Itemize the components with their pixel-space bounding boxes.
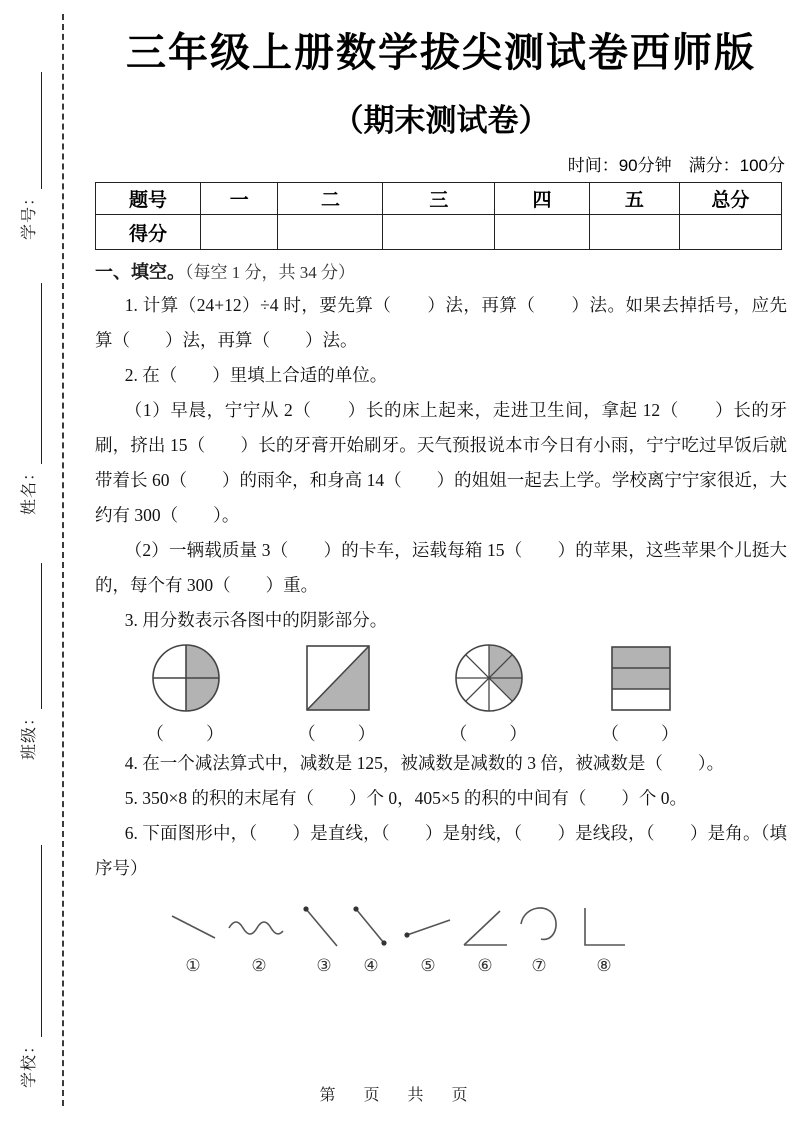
section-one-heading — [95, 257, 787, 288]
fill-in-line — [20, 563, 42, 709]
score-empty-cell — [495, 215, 590, 250]
section-one-title: 一、填空。 — [95, 262, 185, 282]
score-empty-cell — [200, 215, 278, 250]
main-content — [95, 0, 787, 983]
score-table-cell: 三 — [383, 183, 495, 215]
line-figure-right-angle — [585, 908, 625, 945]
line-figure-segment — [353, 906, 386, 945]
answer-blank: （ ） — [449, 724, 530, 744]
seal-field-class — [16, 563, 42, 760]
fraction-figure-circle-eighths — [443, 642, 535, 746]
question-4: 4. 在一个减法算式中，减数是 125，被减数是减数的 3 倍，被减数是（ ）。 — [124, 753, 725, 773]
figure-number-2: ② — [251, 956, 267, 976]
seal-label-school: 学校： — [21, 1036, 38, 1088]
line-figure-curve-hook — [521, 908, 556, 939]
page-subtitle: （期末测试卷） — [332, 103, 550, 138]
seal-label-name: 姓名： — [21, 463, 38, 515]
score-table-cell: 四 — [495, 183, 590, 215]
fill-in-line — [20, 845, 42, 1037]
score-table-cell: 题号 — [96, 183, 201, 215]
square-diagonal-lower-right-shaded — [300, 642, 376, 714]
figure-number-6: ⑥ — [477, 956, 493, 976]
seal-field-school — [16, 845, 42, 1088]
answer-blank: （ ） — [146, 724, 226, 744]
score-table-header-row — [96, 183, 782, 215]
question-5: 5. 350×8 的积的末尾有（ ）个 0，405×5 的积的中间有（ ）个 0。 — [124, 788, 687, 808]
question-2: 2. 在（ ）里填上合适的单位。 — [124, 365, 388, 385]
line-figures-row — [167, 896, 787, 983]
line-figure-ray-down — [303, 906, 337, 946]
square-thirds-top-two-shaded — [603, 642, 679, 714]
seal-field-name — [16, 283, 42, 515]
figure-number-5: ⑤ — [420, 956, 436, 976]
fill-in-line — [20, 283, 42, 464]
page-footer: 第 页 共 页 — [319, 1087, 474, 1104]
score-table-cell: 一 — [200, 183, 278, 215]
time-score-info: 时间：90分钟 满分：100分 — [567, 156, 785, 175]
score-table-score-row — [96, 215, 782, 250]
line-figure-straight-line — [172, 916, 215, 938]
figure-number-4: ④ — [363, 956, 379, 976]
score-table-cell: 五 — [589, 183, 679, 215]
question-2-sub2: （2）一辆载质量 3（ ）的卡车，运载每箱 15（ ）的苹果，这些苹果个儿挺大的，每个有 300（ ）重。 — [95, 540, 787, 595]
question-2-sub1: （1）早晨，宁宁从 2（ ）长的床上起来，走进卫生间，拿起 12（ ）长的牙刷，挤出 15（ ）长的牙膏开始刷牙。天气预报说本市今日有小雨，宁宁吃过早饭后就带着长 60（ ）的雨伞，和身高 14（ ）的姐姐一起去上学。学校离宁宁家很近，大约有 300（ ）。 — [95, 400, 787, 525]
question-6: 6. 下面图形中，（ ）是直线，（ ）是射线，（ ）是线段，（ ）是角。（填序号） — [95, 823, 787, 878]
fraction-figure-square-thirds — [595, 642, 687, 746]
line-figure-ray-up — [404, 920, 450, 938]
seal-dashed-line — [62, 14, 64, 1106]
score-empty-cell — [589, 215, 679, 250]
seal-label-class: 班级： — [21, 708, 38, 760]
question-3: 3. 用分数表示各图中的阴影部分。 — [124, 610, 388, 630]
score-empty-cell — [383, 215, 495, 250]
section-one-note: （每空 1 分，共 34 分） — [185, 263, 355, 282]
fraction-figures-row — [140, 642, 687, 746]
figure-number-7: ⑦ — [531, 956, 547, 976]
score-empty-cell — [679, 215, 781, 250]
line-figure-acute-angle — [464, 911, 507, 945]
fraction-figure-circle-half — [140, 642, 232, 746]
score-table-cell: 总分 — [679, 183, 781, 215]
question-1: 1. 计算（24+12）÷4 时，要先算（ ）法，再算（ ）法。如果去掉括号，应先算（ ）法，再算（ ）法。 — [95, 295, 787, 350]
page-title: 三年级上册数学拔尖测试卷西师版 — [126, 31, 756, 75]
line-figure-wavy-curve — [229, 922, 283, 934]
line-figures-canvas — [167, 896, 637, 978]
figure-number-3: ③ — [316, 956, 332, 976]
circle-quarters-right-half-shaded — [148, 642, 224, 714]
score-empty-cell — [278, 215, 383, 250]
circle-eighths-three-shaded — [451, 642, 527, 714]
score-row-label: 得分 — [96, 215, 201, 250]
seal-label-student-id: 学号： — [21, 188, 38, 240]
answer-blank: （ ） — [600, 724, 681, 744]
figure-number-8: ⑧ — [596, 956, 612, 976]
score-table — [95, 182, 782, 250]
answer-blank: （ ） — [297, 724, 378, 744]
fill-in-line — [20, 72, 42, 189]
score-table-cell: 二 — [278, 183, 383, 215]
figure-number-1: ① — [185, 956, 201, 976]
fraction-figure-square-diagonal — [292, 642, 384, 746]
seal-field-student-id — [16, 72, 42, 240]
